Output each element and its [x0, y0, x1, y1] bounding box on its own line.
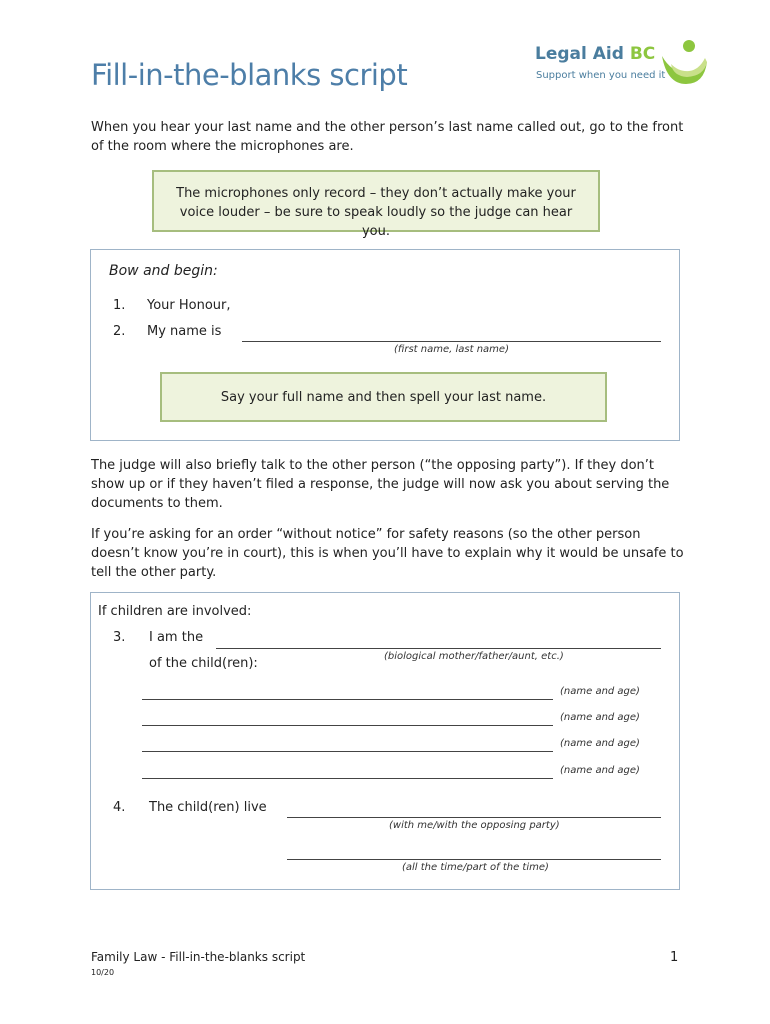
legal-aid-bc-logo: [521, 28, 709, 102]
judge-paragraph: The judge will also briefly talk to the other person (“the opposing party”). If they don’t show up or if they haven’t filed a response, the judge will now ask you about serving the documents to them.: [91, 458, 670, 511]
item-2-text: My name is: [147, 324, 222, 339]
without-notice-paragraph: If you’re asking for an order “without notice” for safety reasons (so the other person doesn’t know you’re in court), this is when you’ll have to explain why it would be unsafe to tell the other party.: [91, 527, 684, 580]
item-1-number: 1.: [113, 298, 126, 313]
footer-date: 10/20: [91, 968, 115, 977]
child-4-hint: (name and age): [560, 765, 640, 776]
spell-name-callout: [160, 372, 607, 422]
children-heading: If children are involved:: [98, 604, 252, 619]
item-3-number: 3.: [113, 630, 126, 645]
spell-name-text: Say your full name and then spell your last name.: [220, 390, 547, 405]
page-title: Fill-in-the-blanks script: [91, 58, 408, 92]
child-2-hint: (name and age): [560, 712, 640, 723]
logo-wordmark-bc: BC: [629, 44, 656, 64]
living-time-blank-line[interactable]: [287, 859, 661, 860]
relationship-hint: (biological mother/father/aunt, etc.): [384, 651, 564, 662]
name-hint: (first name, last name): [394, 344, 509, 355]
footer-doc-title: Family Law - Fill-in-the-blanks script: [91, 950, 306, 964]
intro-paragraph: When you hear your last name and the other person’s last name called out, go to the front of the room where the microphones are.: [91, 120, 684, 154]
name-blank-line[interactable]: [242, 341, 661, 342]
bow-heading: Bow and begin:: [109, 263, 218, 279]
microphone-note-callout: [152, 170, 600, 239]
child-1-blank-line[interactable]: [142, 699, 553, 700]
logo-person-icon: [521, 28, 709, 102]
child-3-hint: (name and age): [560, 738, 640, 749]
item-3-text: I am the: [149, 630, 204, 645]
item-4-number: 4.: [113, 800, 126, 815]
child-2-blank-line[interactable]: [142, 725, 553, 726]
page-number: 1: [670, 950, 679, 965]
living-with-hint: (with me/with the opposing party): [389, 820, 560, 831]
item-1-text: Your Honour,: [147, 298, 231, 313]
logo-wordmark: [535, 44, 655, 64]
child-1-hint: (name and age): [560, 686, 640, 697]
child-4-blank-line[interactable]: [142, 778, 553, 779]
item-4-text: The child(ren) live: [149, 800, 267, 815]
item-3-subtext: of the child(ren):: [149, 656, 258, 671]
item-2-number: 2.: [113, 324, 126, 339]
relationship-blank-line[interactable]: [216, 648, 661, 649]
living-time-hint: (all the time/part of the time): [402, 862, 549, 873]
child-3-blank-line[interactable]: [142, 751, 553, 752]
logo-wordmark-main: Legal Aid: [535, 44, 630, 64]
microphone-note-text: The microphones only record – they don’t actually make your voice louder – be sure to speak loudly so the judge can hear you.: [176, 186, 576, 239]
living-with-blank-line[interactable]: [287, 817, 661, 818]
logo-tagline: Support when you need it: [536, 70, 666, 81]
